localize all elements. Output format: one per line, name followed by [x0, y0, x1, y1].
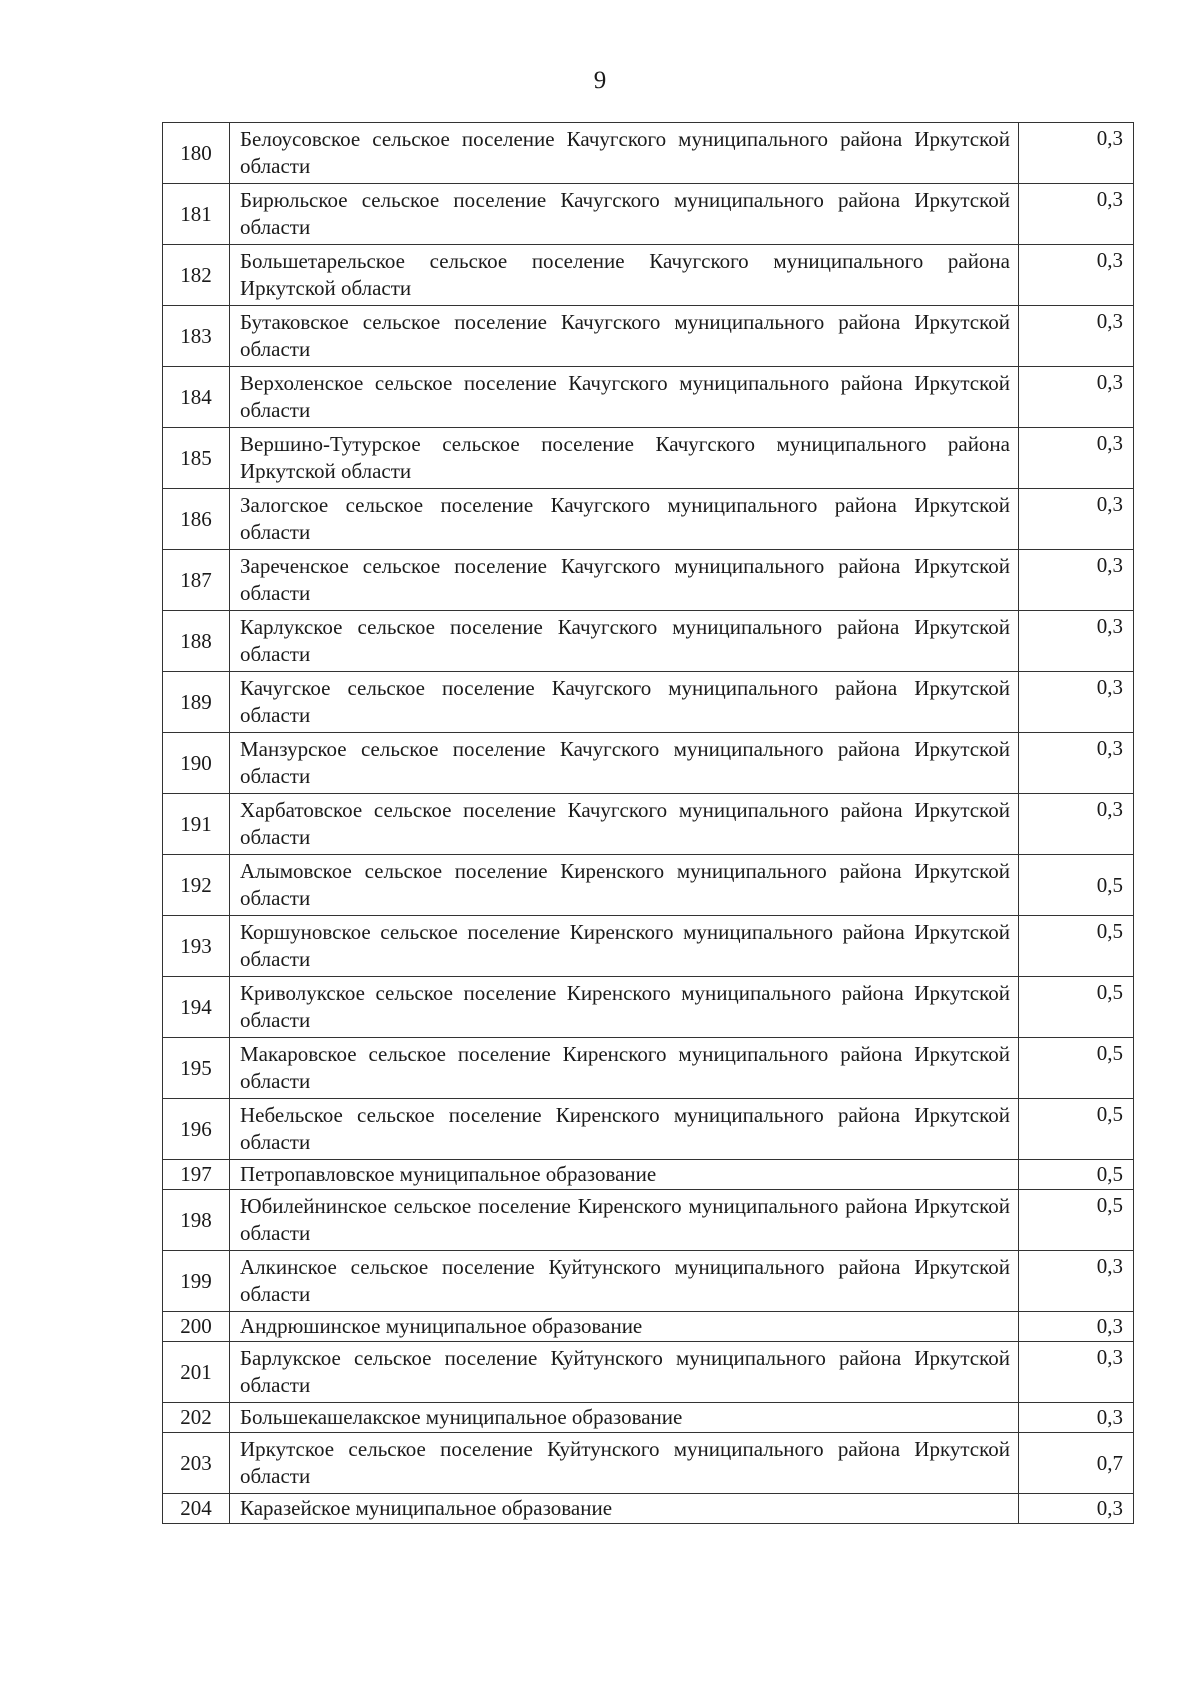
- row-value: 0,7: [1019, 1433, 1134, 1494]
- table-row: [163, 1099, 1134, 1160]
- row-number: 202: [163, 1403, 230, 1433]
- settlement-name: Криволукское сельское поселение Киренского муниципального района Иркутской области: [230, 977, 1019, 1038]
- row-value: 0,3: [1019, 1494, 1134, 1524]
- settlement-name: Андрюшинское муниципальное образование: [230, 1312, 1019, 1342]
- table-row: [163, 123, 1134, 184]
- settlement-name: Барлукское сельское поселение Куйтунского муниципального района Иркутской области: [230, 1342, 1019, 1403]
- row-number: 193: [163, 916, 230, 977]
- row-value: 0,3: [1019, 306, 1134, 367]
- row-value: 0,3: [1019, 489, 1134, 550]
- row-number: 188: [163, 611, 230, 672]
- row-value: 0,3: [1019, 733, 1134, 794]
- settlement-name: Небельское сельское поселение Киренского муниципального района Иркутской области: [230, 1099, 1019, 1160]
- row-value: 0,3: [1019, 794, 1134, 855]
- row-number: 197: [163, 1160, 230, 1190]
- table-row: [163, 1160, 1134, 1190]
- table-row: [163, 550, 1134, 611]
- settlement-name: Алкинское сельское поселение Куйтунского муниципального района Иркутской области: [230, 1251, 1019, 1312]
- row-number: 184: [163, 367, 230, 428]
- table-row: [163, 855, 1134, 916]
- settlement-name: Алымовское сельское поселение Киренского муниципального района Иркутской области: [230, 855, 1019, 916]
- row-number: 185: [163, 428, 230, 489]
- table-row: [163, 1403, 1134, 1433]
- row-number: 190: [163, 733, 230, 794]
- settlement-name: Белоусовское сельское поселение Качугского муниципального района Иркутской области: [230, 123, 1019, 184]
- table-row: [163, 428, 1134, 489]
- row-value: 0,5: [1019, 916, 1134, 977]
- row-number: 200: [163, 1312, 230, 1342]
- page-number: 9: [593, 67, 607, 94]
- settlement-name: Коршуновское сельское поселение Киренского муниципального района Иркутской области: [230, 916, 1019, 977]
- row-number: 186: [163, 489, 230, 550]
- row-value: 0,5: [1019, 1099, 1134, 1160]
- row-value: 0,3: [1019, 1251, 1134, 1312]
- row-number: 194: [163, 977, 230, 1038]
- row-value: 0,3: [1019, 1403, 1134, 1433]
- table-row: [163, 977, 1134, 1038]
- table-row: [163, 1190, 1134, 1251]
- table-body: [163, 123, 1134, 1524]
- row-number: 195: [163, 1038, 230, 1099]
- table-row: [163, 611, 1134, 672]
- row-value: 0,3: [1019, 123, 1134, 184]
- table-row: [163, 1251, 1134, 1312]
- settlement-name: Верхоленское сельское поселение Качугского муниципального района Иркутской области: [230, 367, 1019, 428]
- settlement-name: Макаровское сельское поселение Киренского муниципального района Иркутской области: [230, 1038, 1019, 1099]
- table-row: [163, 672, 1134, 733]
- settlement-name: Большетарельское сельское поселение Качугского муниципального района Иркутской области: [230, 245, 1019, 306]
- row-number: 198: [163, 1190, 230, 1251]
- settlement-name: Каразейское муниципальное образование: [230, 1494, 1019, 1524]
- settlement-name: Зареченское сельское поселение Качугского муниципального района Иркутской области: [230, 550, 1019, 611]
- row-number: 196: [163, 1099, 230, 1160]
- table-row: [163, 733, 1134, 794]
- table-row: [163, 306, 1134, 367]
- row-number: 187: [163, 550, 230, 611]
- table-row: [163, 245, 1134, 306]
- row-value: 0,5: [1019, 977, 1134, 1038]
- settlement-name: Петропавловское муниципальное образование: [230, 1160, 1019, 1190]
- row-value: 0,3: [1019, 1342, 1134, 1403]
- settlement-name: Иркутское сельское поселение Куйтунского муниципального района Иркутской области: [230, 1433, 1019, 1494]
- row-number: 180: [163, 123, 230, 184]
- row-value: 0,5: [1019, 1038, 1134, 1099]
- settlement-name: Харбатовское сельское поселение Качугского муниципального района Иркутской области: [230, 794, 1019, 855]
- table-row: [163, 1312, 1134, 1342]
- row-number: 183: [163, 306, 230, 367]
- table-row: [163, 794, 1134, 855]
- table-row: [163, 489, 1134, 550]
- row-number: 181: [163, 184, 230, 245]
- row-value: 0,3: [1019, 367, 1134, 428]
- settlement-name: Качугское сельское поселение Качугского муниципального района Иркутской области: [230, 672, 1019, 733]
- row-number: 199: [163, 1251, 230, 1312]
- row-value: 0,3: [1019, 550, 1134, 611]
- row-value: 0,3: [1019, 184, 1134, 245]
- row-value: 0,5: [1019, 855, 1134, 916]
- row-number: 191: [163, 794, 230, 855]
- row-number: 203: [163, 1433, 230, 1494]
- table-row: [163, 1342, 1134, 1403]
- settlement-name: Манзурское сельское поселение Качугского муниципального района Иркутской области: [230, 733, 1019, 794]
- row-value: 0,3: [1019, 611, 1134, 672]
- row-number: 204: [163, 1494, 230, 1524]
- settlements-table: [162, 122, 1134, 1524]
- row-number: 189: [163, 672, 230, 733]
- row-value: 0,5: [1019, 1160, 1134, 1190]
- table-row: [163, 916, 1134, 977]
- row-value: 0,5: [1019, 1190, 1134, 1251]
- table-row: [163, 1494, 1134, 1524]
- settlement-name: Бутаковское сельское поселение Качугского муниципального района Иркутской области: [230, 306, 1019, 367]
- table-row: [163, 1433, 1134, 1494]
- table-row: [163, 184, 1134, 245]
- row-value: 0,3: [1019, 1312, 1134, 1342]
- row-number: 192: [163, 855, 230, 916]
- row-value: 0,3: [1019, 245, 1134, 306]
- row-number: 182: [163, 245, 230, 306]
- row-value: 0,3: [1019, 428, 1134, 489]
- table-row: [163, 367, 1134, 428]
- settlement-name: Юбилейнинское сельское поселение Киренского муниципального района Иркутской области: [230, 1190, 1019, 1251]
- row-number: 201: [163, 1342, 230, 1403]
- row-value: 0,3: [1019, 672, 1134, 733]
- table-row: [163, 1038, 1134, 1099]
- settlement-name: Большекашелакское муниципальное образование: [230, 1403, 1019, 1433]
- settlement-name: Бирюльское сельское поселение Качугского муниципального района Иркутской области: [230, 184, 1019, 245]
- settlement-name: Вершино-Тутурское сельское поселение Качугского муниципального района Иркутской области: [230, 428, 1019, 489]
- settlement-name: Карлукское сельское поселение Качугского муниципального района Иркутской области: [230, 611, 1019, 672]
- settlement-name: Залогское сельское поселение Качугского муниципального района Иркутской области: [230, 489, 1019, 550]
